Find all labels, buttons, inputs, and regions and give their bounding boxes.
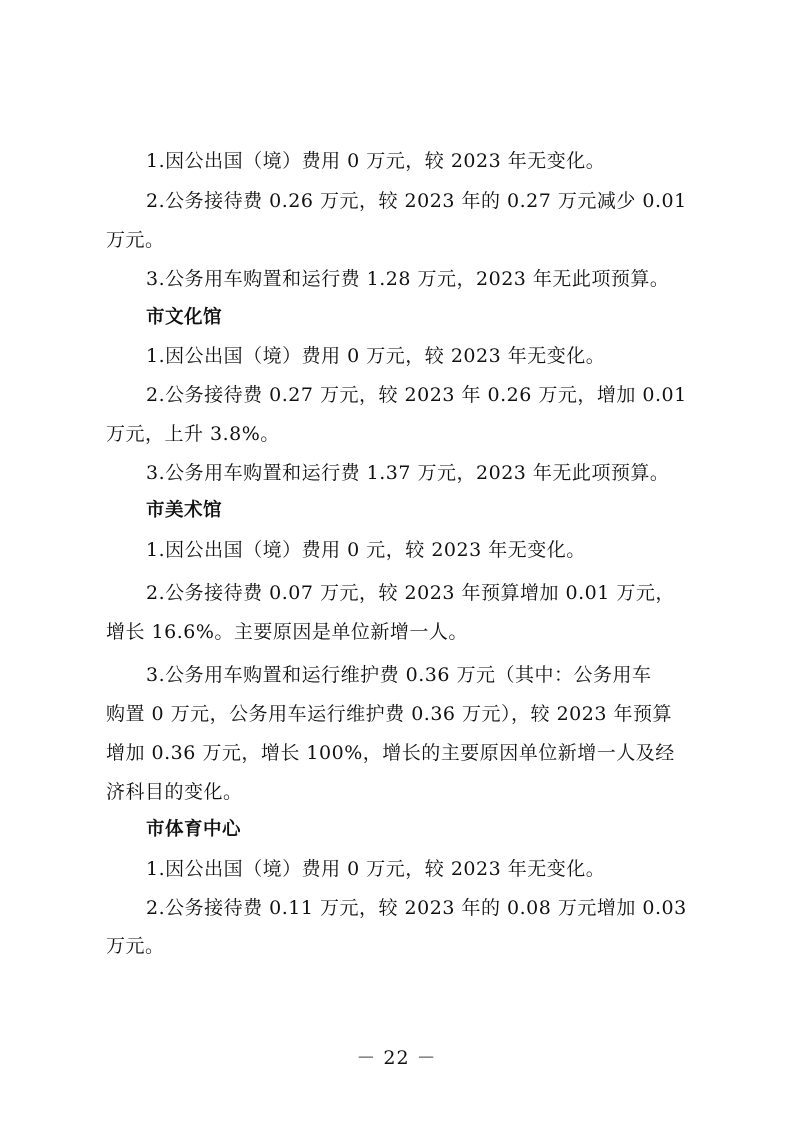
text-line: 增长 16.6%。主要原因是单位新增一人。 <box>106 621 468 643</box>
text-line: 2.公务接待费 0.11 万元，较 2023 年的 0.08 万元增加 0.03 <box>146 897 687 919</box>
text-line: 1.因公出国（境）费用 0 万元，较 2023 年无变化。 <box>146 345 606 367</box>
text-line: 增加 0.36 万元，增长 100%，增长的主要原因单位新增一人及经 <box>106 742 675 764</box>
section-heading: 市美术馆 <box>146 500 223 521</box>
text-line: 万元。 <box>106 229 165 251</box>
text-line: 购置 0 万元，公务用车运行维护费 0.36 万元），较 2023 年预算 <box>106 703 672 725</box>
page-number: － 22 － <box>356 1047 437 1069</box>
text-line: 万元，上升 3.8%。 <box>106 423 280 445</box>
text-line: 1.因公出国（境）费用 0 万元，较 2023 年无变化。 <box>146 858 606 880</box>
text-line: 万元。 <box>106 935 165 957</box>
section-heading: 市体育中心 <box>146 819 242 840</box>
section-heading: 市文化馆 <box>146 307 223 328</box>
text-line: 1.因公出国（境）费用 0 万元，较 2023 年无变化。 <box>146 150 606 172</box>
text-line: 3.公务用车购置和运行维护费 0.36 万元（其中：公务用车 <box>146 664 652 686</box>
text-line: 3.公务用车购置和运行费 1.28 万元，2023 年无此项预算。 <box>146 268 670 290</box>
text-line: 2.公务接待费 0.26 万元，较 2023 年的 0.27 万元减少 0.01 <box>146 190 687 212</box>
text-line: 3.公务用车购置和运行费 1.37 万元，2023 年无此项预算。 <box>146 462 670 484</box>
text-line: 济科目的变化。 <box>106 781 243 803</box>
text-line: 2.公务接待费 0.27 万元，较 2023 年 0.26 万元，增加 0.01 <box>146 384 687 406</box>
text-line: 1.因公出国（境）费用 0 元，较 2023 年无变化。 <box>146 539 586 561</box>
text-line: 2.公务接待费 0.07 万元，较 2023 年预算增加 0.01 万元， <box>146 582 675 604</box>
